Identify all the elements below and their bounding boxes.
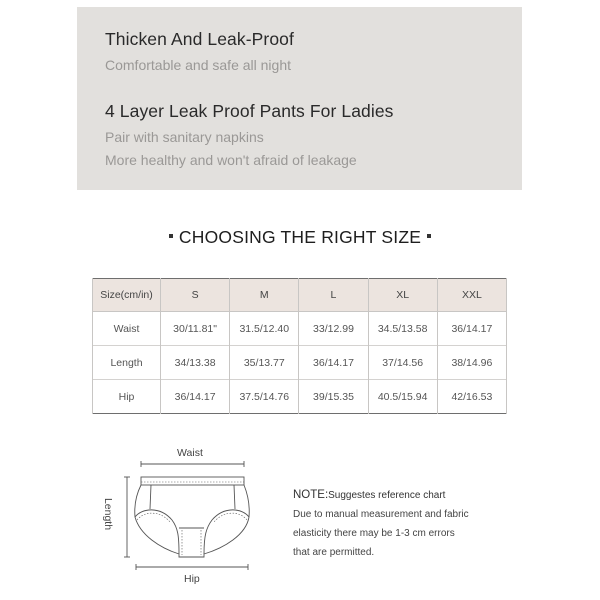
header-cell: M xyxy=(230,279,299,312)
note-heading-text: Suggestes reference chart xyxy=(328,490,446,501)
hero-subtitle-2b: More healthy and won't afraid of leakage xyxy=(105,152,357,168)
table-cell: 34/13.38 xyxy=(161,346,230,380)
table-cell: 40.5/15.94 xyxy=(368,380,437,414)
table-cell: 34.5/13.58 xyxy=(368,312,437,346)
panties-outline-icon xyxy=(100,440,280,590)
row-label: Length xyxy=(93,346,161,380)
header-cell: S xyxy=(161,279,230,312)
hero-title-1: Thicken And Leak-Proof xyxy=(105,29,294,49)
table-cell: 37.5/14.76 xyxy=(230,380,299,414)
note-label: NOTE: xyxy=(293,489,329,501)
table-cell: 38/14.96 xyxy=(437,346,506,380)
header-cell: XL xyxy=(368,279,437,312)
note-line-1: Due to manual measurement and fabric xyxy=(293,509,469,520)
length-label: Length xyxy=(102,497,115,531)
table-cell: 35/13.77 xyxy=(230,346,299,380)
hero-banner xyxy=(77,7,522,190)
section-title-text: CHOOSING THE RIGHT SIZE xyxy=(178,227,422,247)
row-label: Waist xyxy=(93,312,161,346)
table-cell: 36/14.17 xyxy=(161,380,230,414)
header-cell: Size(cm/in) xyxy=(93,279,161,312)
hero-subtitle-2a: Pair with sanitary napkins xyxy=(105,129,264,145)
note-line-3: that are permitted. xyxy=(293,547,375,558)
row-label: Hip xyxy=(93,380,161,414)
table-cell: 37/14.56 xyxy=(368,346,437,380)
table-row xyxy=(93,312,507,346)
table-cell: 42/16.53 xyxy=(437,380,506,414)
header-cell: L xyxy=(299,279,368,312)
table-cell: 39/15.35 xyxy=(299,380,368,414)
waist-label: Waist xyxy=(177,447,203,459)
section-title xyxy=(0,227,600,248)
table-cell: 36/14.17 xyxy=(437,312,506,346)
bullet-icon xyxy=(169,234,173,238)
table-row xyxy=(93,346,507,380)
hero-subtitle-1: Comfortable and safe all night xyxy=(105,57,291,73)
size-table xyxy=(92,278,507,414)
table-cell: 30/11.81" xyxy=(161,312,230,346)
table-cell: 33/12.99 xyxy=(299,312,368,346)
table-cell: 36/14.17 xyxy=(299,346,368,380)
table-cell: 31.5/12.40 xyxy=(230,312,299,346)
header-cell: XXL xyxy=(437,279,506,312)
size-note xyxy=(293,486,513,562)
note-line-2: elasticity there may be 1-3 cm errors xyxy=(293,528,455,539)
hip-label: Hip xyxy=(184,573,200,585)
hero-title-2: 4 Layer Leak Proof Pants For Ladies xyxy=(105,101,394,121)
bullet-icon xyxy=(427,234,431,238)
measurement-diagram xyxy=(100,440,280,590)
table-header-row xyxy=(93,279,507,312)
note-heading xyxy=(293,486,513,505)
table-row xyxy=(93,380,507,414)
